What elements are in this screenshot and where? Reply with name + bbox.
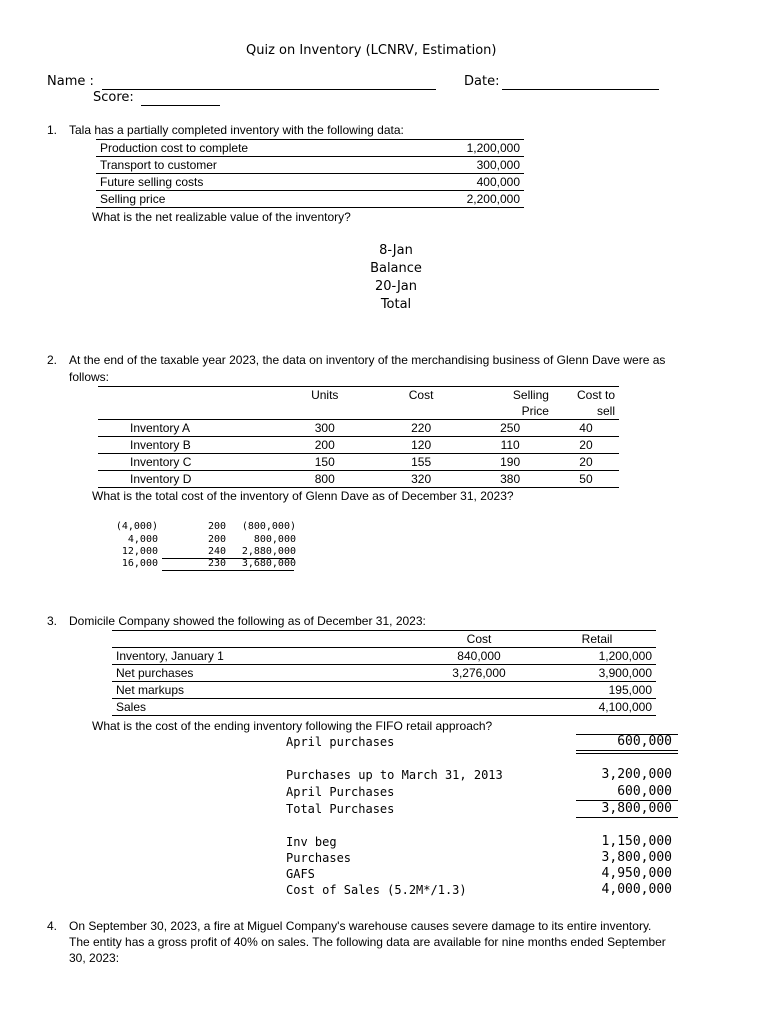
scratch-value: 200 bbox=[207, 534, 226, 545]
work-label: Purchases up to March 31, 2013 bbox=[286, 768, 503, 782]
scratch-value: 3,680,000 bbox=[241, 558, 296, 569]
date-label: Date: bbox=[464, 74, 500, 89]
work-value: 4,000,000 bbox=[601, 882, 672, 897]
work-divider bbox=[576, 753, 678, 754]
q2-number: 2. bbox=[47, 353, 58, 367]
q2-price: 110 bbox=[500, 438, 520, 452]
scratch-value: 240 bbox=[207, 546, 226, 557]
work-label: Purchases bbox=[286, 851, 352, 865]
q2-question: What is the total cost of the inventory of Glenn Dave as of December 31, 2023? bbox=[92, 489, 514, 503]
table-header-row bbox=[112, 631, 656, 648]
work-label: April purchases bbox=[286, 735, 395, 749]
table-row bbox=[98, 471, 619, 488]
q1-row-value: 300,000 bbox=[403, 157, 524, 174]
score-field[interactable] bbox=[141, 105, 220, 106]
q2-price: 380 bbox=[500, 472, 521, 486]
q3-cost bbox=[420, 682, 538, 699]
q1-note: 8-Jan bbox=[379, 243, 413, 258]
col-cost-to-sell-2: sell bbox=[596, 404, 615, 418]
q1-text: Tala has a partially completed inventory with the following data: bbox=[69, 123, 404, 137]
table-row bbox=[112, 699, 656, 716]
scratch-value: 12,000 bbox=[121, 546, 158, 557]
table-row bbox=[112, 682, 656, 699]
q2-sell: 50 bbox=[579, 472, 593, 486]
q1-question: What is the net realizable value of the inventory? bbox=[92, 210, 351, 224]
table-row bbox=[96, 191, 524, 208]
work-value: 4,950,000 bbox=[601, 866, 672, 881]
q1-row-value: 1,200,000 bbox=[403, 140, 524, 157]
col-units: Units bbox=[311, 388, 339, 402]
col-cost: Cost bbox=[466, 632, 492, 646]
q3-retail: 195,000 bbox=[608, 683, 652, 697]
q2-table bbox=[98, 386, 619, 488]
scratch-value: 800,000 bbox=[253, 534, 296, 545]
table-row bbox=[98, 420, 619, 437]
page-title: Quiz on Inventory (LCNRV, Estimation) bbox=[246, 43, 497, 58]
name-label: Name : bbox=[47, 74, 94, 89]
q1-row-value: 2,200,000 bbox=[403, 191, 524, 208]
col-cost-to-sell: Cost to bbox=[576, 388, 615, 402]
q3-cost bbox=[420, 699, 538, 716]
q3-table bbox=[112, 630, 656, 716]
q3-label: Sales bbox=[116, 700, 147, 714]
work-label: GAFS bbox=[286, 867, 315, 881]
work-value: 3,800,000 bbox=[601, 850, 672, 865]
q1-row-label: Future selling costs bbox=[96, 174, 403, 191]
work-label: Cost of Sales (5.2M*/1.3) bbox=[286, 883, 467, 897]
q3-label: Net markups bbox=[116, 683, 185, 697]
table-row bbox=[98, 437, 619, 454]
q3-text: Domicile Company showed the following as of December 31, 2023: bbox=[69, 614, 426, 628]
work-divider bbox=[576, 817, 678, 818]
q1-row-label: Production cost to complete bbox=[96, 140, 403, 157]
q2-item: Inventory A bbox=[130, 421, 191, 435]
q2-cost: 155 bbox=[411, 455, 432, 469]
q2-item: Inventory D bbox=[130, 472, 192, 486]
q3-number: 3. bbox=[47, 614, 58, 628]
work-label: April Purchases bbox=[286, 785, 395, 799]
q2-cost: 220 bbox=[411, 421, 432, 435]
table-row bbox=[96, 140, 524, 157]
col-selling-price: Selling bbox=[512, 388, 549, 402]
q4-line1: On September 30, 2023, a fire at Miguel Company's warehouse causes severe damage to its entire inventory. bbox=[69, 919, 652, 933]
scratch-value: 4,000 bbox=[127, 534, 158, 545]
date-field[interactable] bbox=[502, 89, 659, 90]
work-value: 1,150,000 bbox=[601, 834, 672, 849]
table-row bbox=[96, 174, 524, 191]
work-label: Inv beg bbox=[286, 835, 337, 849]
q2-item: Inventory C bbox=[130, 455, 192, 469]
q3-retail: 3,900,000 bbox=[598, 666, 652, 680]
scratch-value: (800,000) bbox=[241, 521, 296, 532]
q2-units: 150 bbox=[314, 455, 335, 469]
col-cost: Cost bbox=[408, 388, 434, 402]
q2-text-line2: follows: bbox=[69, 370, 110, 384]
work-value: 3,200,000 bbox=[601, 767, 672, 782]
q3-label: Inventory, January 1 bbox=[116, 649, 224, 663]
q2-units: 300 bbox=[314, 421, 335, 435]
q1-note: Total bbox=[380, 297, 412, 312]
q4-line3: 30, 2023: bbox=[69, 951, 120, 965]
q3-retail: 1,200,000 bbox=[598, 649, 652, 663]
scratch-value: 200 bbox=[207, 521, 226, 532]
table-header-row bbox=[98, 387, 619, 404]
q2-cost: 120 bbox=[411, 438, 432, 452]
q1-note: 20-Jan bbox=[375, 279, 417, 294]
q2-units: 800 bbox=[314, 472, 335, 486]
q1-note: Balance bbox=[370, 261, 422, 276]
q3-question: What is the cost of the ending inventory following the FIFO retail approach? bbox=[92, 719, 493, 733]
q1-row-value: 400,000 bbox=[403, 174, 524, 191]
score-label: Score: bbox=[93, 90, 134, 105]
work-divider bbox=[576, 750, 678, 751]
scratch-value: 2,880,000 bbox=[241, 546, 296, 557]
q1-row-label: Transport to customer bbox=[96, 157, 403, 174]
q2-sell: 20 bbox=[579, 455, 593, 469]
q2-sell: 20 bbox=[579, 438, 593, 452]
name-field[interactable] bbox=[102, 89, 436, 90]
q3-label: Net purchases bbox=[116, 666, 194, 680]
table-row bbox=[112, 648, 656, 665]
table-header-row bbox=[98, 403, 619, 420]
q3-retail: 4,100,000 bbox=[598, 700, 652, 714]
q3-cost: 3,276,000 bbox=[452, 666, 506, 680]
scratch-divider bbox=[162, 570, 294, 571]
q2-units: 200 bbox=[314, 438, 335, 452]
q1-table bbox=[96, 139, 524, 208]
q4-line2: The entity has a gross profit of 40% on sales. The following data are available for nine months ended September bbox=[69, 935, 666, 949]
q1-row-label: Selling price bbox=[96, 191, 403, 208]
table-row bbox=[96, 157, 524, 174]
q2-text-line1: At the end of the taxable year 2023, the data on inventory of the merchandising business of Glenn Dave were as bbox=[69, 353, 666, 367]
work-label: Total Purchases bbox=[286, 802, 395, 816]
col-selling-price-2: Price bbox=[521, 404, 549, 418]
work-value: 3,800,000 bbox=[601, 801, 672, 816]
work-value: 600,000 bbox=[617, 784, 672, 799]
work-value: 600,000 bbox=[617, 734, 672, 749]
scratch-value: (4,000) bbox=[115, 521, 158, 532]
scratch-value: 230 bbox=[207, 558, 226, 569]
q2-price: 250 bbox=[500, 421, 521, 435]
table-row bbox=[98, 454, 619, 471]
table-row bbox=[112, 665, 656, 682]
col-retail: Retail bbox=[581, 632, 613, 646]
q2-cost: 320 bbox=[411, 472, 432, 486]
q2-sell: 40 bbox=[579, 421, 593, 435]
scratch-value: 16,000 bbox=[121, 558, 158, 569]
q4-number: 4. bbox=[47, 919, 58, 933]
q2-item: Inventory B bbox=[130, 438, 191, 452]
q2-price: 190 bbox=[500, 455, 521, 469]
q1-number: 1. bbox=[47, 123, 58, 137]
q3-cost: 840,000 bbox=[457, 649, 501, 663]
